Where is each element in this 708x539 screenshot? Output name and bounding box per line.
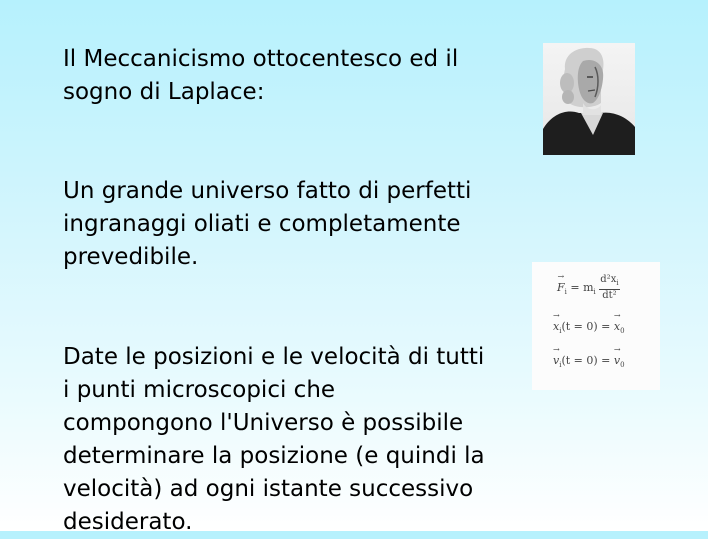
second-derivative bbox=[599, 274, 619, 302]
derivative-numerator: d²x bbox=[600, 274, 617, 285]
laplace-portrait-image bbox=[543, 43, 635, 155]
slide-title: Il Meccanicismo ottocentesco ed il sogno di Laplace: bbox=[63, 46, 459, 105]
position-condition: (t = 0) = bbox=[561, 320, 614, 333]
equations-image bbox=[532, 262, 660, 390]
portrait-drawing bbox=[543, 43, 635, 155]
position-symbol: → x bbox=[553, 320, 559, 333]
initial-position-symbol: → x bbox=[614, 320, 620, 333]
mass-subscript: i bbox=[593, 288, 596, 297]
force-subscript: i bbox=[564, 288, 567, 297]
newton-equation bbox=[532, 274, 660, 302]
derivative-denominator: dt² bbox=[602, 290, 617, 301]
initial-velocity-subscript: 0 bbox=[620, 361, 625, 370]
position-subscript: i bbox=[559, 327, 562, 336]
velocity-subscript: i bbox=[559, 361, 562, 370]
numerator-subscript: i bbox=[616, 279, 619, 287]
initial-position-equation bbox=[532, 320, 660, 335]
laplace-paragraph: Date le posizioni e le velocità di tutti i punti microscopici che compongono l'Universo è possibile determinare la posizione (e quindi la velocità) ad ogni istante successivo desiderato. bbox=[63, 344, 485, 535]
universe-paragraph: Un grande universo fatto di perfetti ingranaggi oliati e completamente prevedibile. bbox=[63, 178, 472, 270]
equals-mass: = m bbox=[566, 281, 594, 294]
force-symbol: → F bbox=[557, 281, 565, 294]
velocity-symbol: → v bbox=[553, 354, 559, 367]
initial-position-subscript: 0 bbox=[620, 327, 625, 336]
initial-velocity-symbol: → v bbox=[614, 354, 620, 367]
velocity-condition: (t = 0) = bbox=[561, 354, 614, 367]
initial-velocity-equation bbox=[532, 354, 660, 369]
